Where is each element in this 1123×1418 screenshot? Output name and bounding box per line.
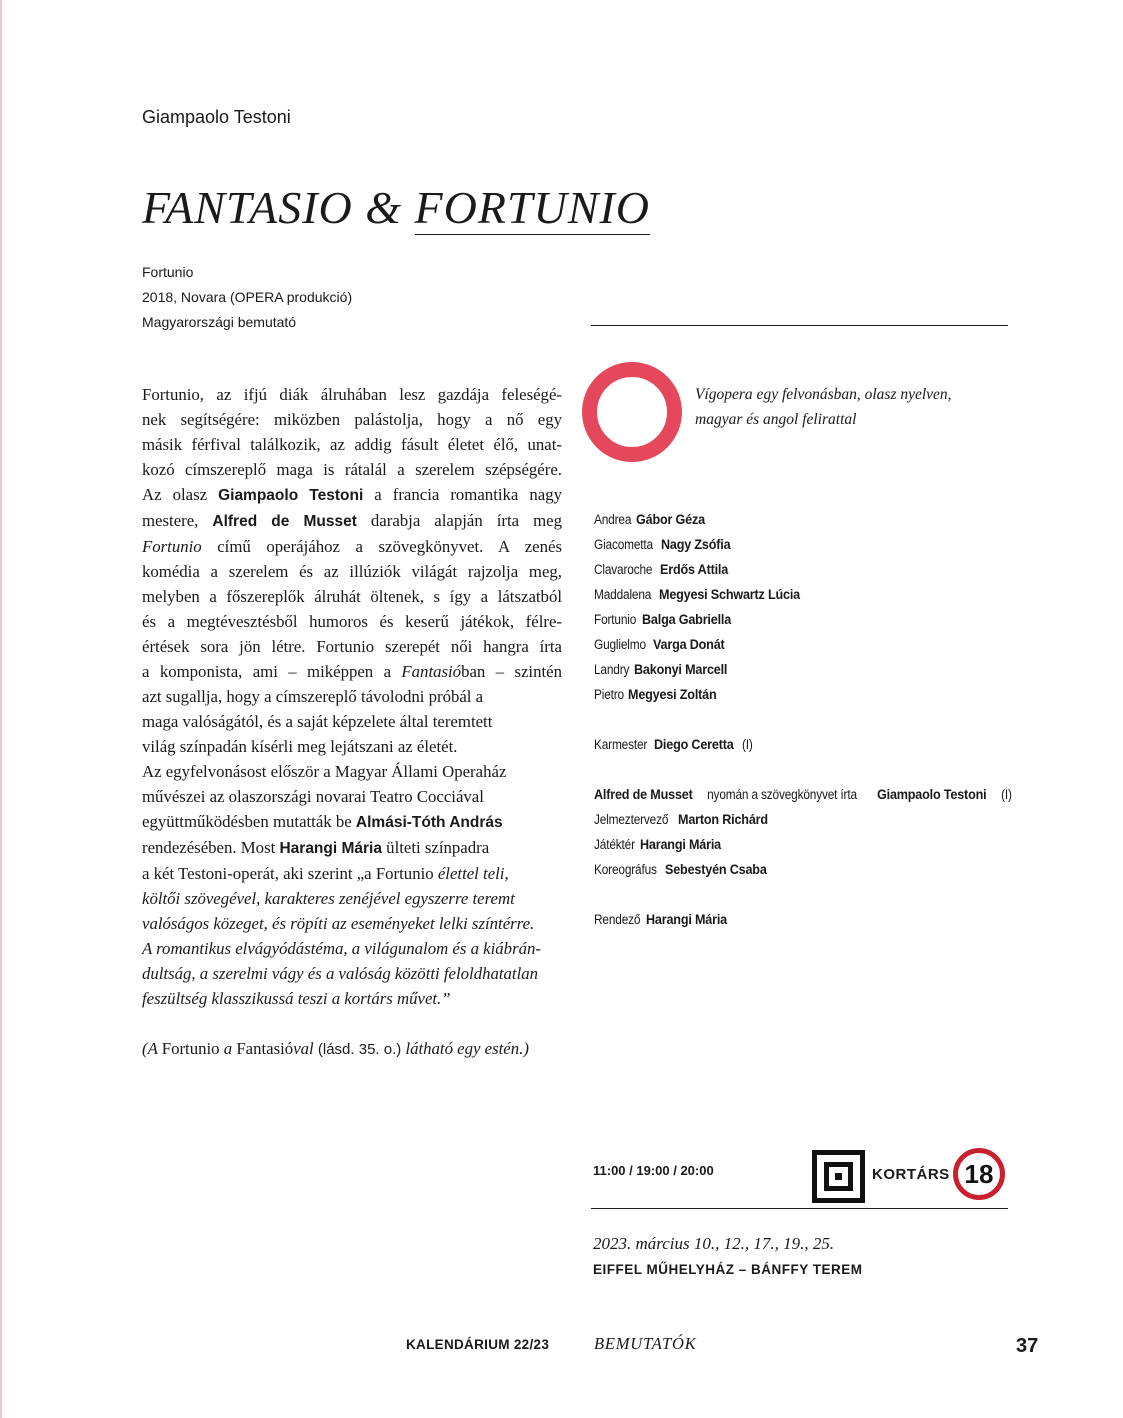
conductor-row — [594, 732, 1010, 757]
text-line — [142, 534, 562, 559]
kortars-square-icon — [812, 1150, 865, 1203]
author-name: Giampaolo Testoni — [142, 107, 291, 127]
meta-production: 2018, Novara (OPERA produkció) — [142, 289, 353, 305]
cast-row — [594, 582, 1010, 607]
text-span: a két Testoni-operát, aki szerint — [142, 864, 357, 883]
text-line: azt sugallja, hogy a címszereplő távolodni próbál a — [142, 687, 484, 706]
quote-span: élettel teli, — [437, 864, 509, 883]
text-line — [142, 508, 562, 534]
cast-row — [594, 632, 1010, 657]
genre-ring-icon — [582, 362, 682, 462]
page-number: 37 — [1016, 1335, 1039, 1357]
note-line — [142, 1036, 562, 1062]
text-line — [142, 936, 562, 961]
name-musset: Alfred de Musset — [212, 513, 357, 530]
quote-span: feszültség klasszikussá teszi a kortárs művet.” — [142, 989, 451, 1008]
cast-role: Landry — [594, 662, 630, 677]
event-dates: 2023. március 10., 12., 17., 19., 25. — [593, 1234, 835, 1253]
cast-role: Pietro — [594, 687, 624, 702]
libretto-row — [594, 782, 1013, 807]
credit-role: nyomán a szövegkönyvet írta — [703, 787, 860, 802]
quote-span: valóságos közeget, és röpíti az eseményeket lelki színtérre. — [142, 914, 535, 933]
cast-name: Bakonyi Marcell — [633, 661, 727, 677]
credit-role: Karmester — [594, 737, 648, 752]
director-row — [594, 907, 1010, 932]
text-span: rendezésében. Most — [142, 838, 280, 857]
text-line: maga valóságától, és a saját képzelete által teremtett — [142, 712, 493, 731]
spacer — [594, 707, 1010, 732]
text-span: Az olasz — [142, 485, 219, 504]
note-span: látható egy estén.) — [405, 1039, 529, 1058]
cast-row — [594, 507, 1010, 532]
genre-line: magyar és angol felirattal — [695, 411, 857, 428]
credit-name: Alfred de Musset — [594, 786, 693, 802]
note-span: (A — [142, 1039, 162, 1058]
category-label: KORTÁRS — [872, 1166, 950, 1183]
cast-name: Varga Donát — [652, 636, 725, 652]
quote-span: „a Fortunio — [356, 864, 438, 883]
credit-suffix: (I) — [998, 787, 1013, 802]
set-row — [594, 832, 1010, 857]
work-title: Fantasió — [401, 662, 462, 681]
cast-name: Megyesi Zoltán — [627, 686, 717, 702]
credit-name: Sebestyén Csaba — [664, 861, 767, 877]
text-line: nek segítségére: miközben palástolja, hogy a nő egy — [142, 410, 562, 429]
note-span: a — [219, 1039, 237, 1058]
text-line: Fortunio, az ifjú diák álruhában lesz gazdája feleségé- — [142, 385, 562, 404]
cast-role: Fortunio — [594, 612, 637, 627]
cast-row — [594, 657, 1010, 682]
meta-premiere: Magyarországi bemutató — [142, 314, 297, 330]
credit-role: Koreográfus — [594, 862, 657, 877]
text-line: Az egyfelvonásost először a Magyar Állami Operaház — [142, 762, 507, 781]
cast-role: Guglielmo — [594, 637, 646, 652]
quote-span: A romantikus elvágyódástéma, a világunalom és a kiábrán- — [142, 939, 541, 958]
text-span: mestere, — [142, 511, 213, 530]
text-span: című operájához a szövegkönyvet. A zenés — [201, 537, 562, 556]
page-edge-marker — [0, 0, 2, 1418]
quote-span: dultság, a szerelmi vágy és a valóság közötti feloldhatatlan — [142, 964, 539, 983]
synopsis-text — [142, 382, 562, 1062]
divider-top — [591, 325, 1008, 326]
text-span: darabja alapján írta meg — [356, 511, 563, 530]
page-title — [142, 180, 650, 236]
age-rating-badge: 18 — [953, 1148, 1005, 1200]
title-fortunio: FORTUNIO — [414, 182, 650, 233]
text-line — [142, 482, 562, 508]
work-title: Fortunio — [142, 537, 202, 556]
text-line — [142, 861, 562, 886]
credit-role: Rendező — [594, 912, 641, 927]
divider-bottom — [591, 1208, 1008, 1209]
kortars-icon-inner — [824, 1162, 853, 1191]
cast-row — [594, 682, 1010, 707]
credit-name: Harangi Mária — [646, 911, 728, 927]
costume-row — [594, 807, 1010, 832]
cast-name: Gábor Géza — [635, 511, 705, 527]
note-span: val — [293, 1039, 314, 1058]
kortars-icon-core — [835, 1173, 842, 1180]
text-line: kozó címszereplő maga is rátalál a szerelem szépségére. — [142, 460, 562, 479]
name-harangi: Harangi Mária — [279, 840, 382, 857]
quote-span: költői szövegével, karakteres zenéjével egyszerre teremt — [142, 889, 515, 908]
note-span: (lásd. 35. o.) — [313, 1041, 406, 1058]
blank-line — [142, 1011, 562, 1036]
cast-name: Nagy Zsófia — [660, 536, 731, 552]
text-line: értések sora jön létre. Fortunio szerepét női hangra írta — [142, 637, 562, 656]
choreo-row — [594, 857, 1010, 882]
credit-role: Játéktér — [594, 837, 635, 852]
text-line — [142, 835, 562, 861]
text-line: világ színpadán kísérli meg lejátszani az életét. — [142, 737, 458, 756]
cast-row — [594, 557, 1010, 582]
text-line — [142, 986, 562, 1011]
text-line: másik férfival találkozik, az addig fásult életet élő, unat- — [142, 435, 562, 454]
spacer — [594, 882, 1010, 907]
cast-name: Balga Gabriella — [641, 611, 731, 627]
name-almasi-toth: Almási-Tóth András — [355, 814, 503, 831]
credit-role: Jelmeztervező — [594, 812, 669, 827]
text-line — [142, 911, 562, 936]
name-testoni: Giampaolo Testoni — [218, 487, 364, 504]
cast-role: Andrea — [594, 512, 632, 527]
note-span: Fantasió — [236, 1039, 294, 1058]
genre-line: Vígopera egy felvonásban, olasz nyelven, — [695, 386, 952, 403]
text-line: melyben a főszereplők álruhát öltenek, s így a látszatból — [142, 587, 562, 606]
cast-name: Erdős Attila — [659, 561, 728, 577]
credit-name: Diego Ceretta — [654, 736, 734, 752]
cast-row — [594, 532, 1010, 557]
cast-role: Giacometta — [594, 537, 653, 552]
note-span: Fortunio — [161, 1039, 220, 1058]
production-meta — [142, 260, 352, 335]
credit-name: Giampaolo Testoni — [876, 786, 987, 802]
event-venue: EIFFEL MŰHELYHÁZ – BÁNFFY TEREM — [593, 1262, 863, 1277]
text-span: ban – szintén — [461, 662, 562, 681]
cast-row — [594, 607, 1010, 632]
credit-name: Harangi Mária — [639, 836, 721, 852]
text-span: a komponista, ami – miképpen a — [142, 662, 402, 681]
text-line — [142, 961, 562, 986]
text-line: művészei az olaszországi novarai Teatro Cocciával — [142, 787, 484, 806]
text-line: és a megtévesztésből humoros és keserű játékok, félre- — [142, 612, 562, 631]
footer-section: BEMUTATÓK — [594, 1334, 697, 1353]
footer-magazine: KALENDÁRIUM 22/23 — [406, 1337, 550, 1352]
cast-name: Megyesi Schwartz Lúcia — [658, 586, 800, 602]
text-line — [142, 809, 562, 835]
credit-name: Marton Richárd — [678, 811, 768, 827]
text-span: a francia romantika nagy — [363, 485, 562, 504]
show-times: 11:00 / 19:00 / 20:00 — [593, 1163, 714, 1178]
text-line: komédia a szerelem és az illúziók világát rajzolja meg, — [142, 562, 562, 581]
credit-suffix: (I) — [742, 737, 754, 752]
cast-role: Clavaroche — [594, 562, 653, 577]
spacer — [594, 757, 1010, 782]
genre-description — [695, 382, 952, 432]
credits-list — [594, 507, 1013, 932]
title-fantasio: FANTASIO & — [142, 182, 415, 233]
cast-role: Maddalena — [594, 587, 652, 602]
text-span: ülteti színpadra — [381, 838, 490, 857]
meta-work: Fortunio — [142, 264, 194, 280]
text-span: együttműködésben mutatták be — [142, 812, 356, 831]
text-line — [142, 659, 562, 684]
text-line — [142, 886, 562, 911]
